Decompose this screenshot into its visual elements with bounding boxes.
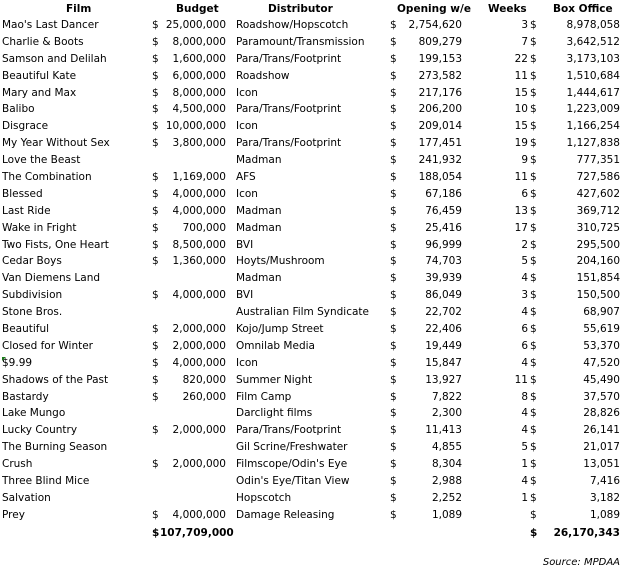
distributor-cell: Para/Trans/Footprint [236, 424, 342, 437]
box-office-sign-cell: $ [530, 171, 537, 184]
box-office-cell: 7,416 [589, 475, 620, 488]
box-office-cell: 295,500 [576, 238, 620, 251]
box-office-cell: 13,051 [583, 458, 620, 471]
budget-cell: 4,000,000 [172, 204, 226, 217]
opening-cell: 2,988 [431, 475, 462, 488]
opening-cell: 13,927 [425, 373, 462, 386]
opening-cell: 25,416 [425, 221, 462, 234]
distributor-cell: Hoyts/Mushroom [236, 255, 325, 268]
budget-cell: 3,800,000 [172, 137, 226, 150]
opening-sign-cell: $ [390, 390, 397, 403]
box-office-cell: 8,978,058 [566, 19, 620, 31]
film-cell: Balibo [2, 103, 35, 116]
weeks-cell: 11 [514, 373, 528, 386]
opening-cell: 22,702 [425, 306, 462, 319]
budget-cell: 8,000,000 [172, 86, 226, 99]
distributor-cell: Australian Film Syndicate [236, 306, 370, 319]
opening-sign-cell: $ [390, 339, 397, 352]
box-office-cell: 37,570 [583, 390, 620, 403]
budget-cell: 820,000 [182, 373, 226, 386]
weeks-cell: 17 [514, 221, 528, 234]
header-opening: Opening w/e [397, 3, 471, 15]
opening-cell: 76,459 [425, 204, 462, 217]
box-office-sign-cell: $ [530, 255, 537, 268]
distributor-cell: Darclight films [236, 407, 313, 420]
distributor-cell: Hopscotch [236, 491, 292, 504]
budget-cell: 4,000,000 [172, 187, 226, 200]
weeks-cell: 13 [514, 204, 528, 217]
box-office-sign-cell: $ [530, 390, 537, 403]
opening-sign-cell: $ [390, 356, 397, 369]
budget-sign-cell: $ [152, 204, 159, 217]
box-office-sign-cell: $ [530, 35, 537, 48]
weeks-cell: 9 [521, 154, 528, 167]
table-row [0, 439, 624, 456]
budget-cell: 1,360,000 [172, 255, 226, 268]
opening-cell: 39,939 [425, 272, 462, 285]
budget-cell: 8,000,000 [172, 35, 226, 48]
weeks-cell: 6 [521, 323, 528, 336]
weeks-cell: 6 [521, 339, 528, 352]
film-cell: The Combination [2, 171, 92, 184]
opening-sign-cell: $ [390, 441, 397, 454]
distributor-cell: BVI [236, 238, 254, 251]
table-row [0, 338, 624, 355]
box-office-cell: 53,370 [583, 339, 620, 352]
budget-sign-cell: $ [152, 86, 159, 99]
film-cell: Disgrace [2, 120, 49, 133]
film-cell: Mary and Max [2, 86, 77, 99]
opening-cell: 96,999 [425, 238, 462, 251]
opening-sign-cell: $ [390, 35, 397, 48]
weeks-cell: 1 [521, 458, 528, 471]
budget-cell: 1,600,000 [172, 52, 226, 65]
distributor-cell: Odin's Eye/Titan View [236, 475, 350, 488]
box-office-sign-cell: $ [530, 137, 537, 150]
opening-cell: 8,304 [431, 458, 462, 471]
budget-sign-cell: $ [152, 356, 159, 369]
distributor-cell: Paramount/Transmission [236, 35, 365, 48]
budget-sign-cell: $ [152, 255, 159, 268]
budget-sign-cell: $ [152, 323, 159, 336]
distributor-cell: Damage Releasing [236, 508, 335, 521]
box-office-sign-cell: $ [530, 475, 537, 488]
table-row [0, 473, 624, 490]
film-cell: The Burning Season [2, 441, 108, 454]
box-office-cell: 727,586 [576, 171, 620, 184]
opening-cell: 1,089 [431, 508, 462, 521]
box-office-cell: 1,510,684 [566, 69, 620, 82]
budget-sign-cell: $ [152, 238, 159, 251]
box-office-cell: 151,854 [576, 272, 620, 285]
box-office-sign-cell: $ [530, 373, 537, 386]
box-office-cell: 1,223,009 [566, 103, 620, 116]
distributor-cell: Roadshow/Hopscotch [236, 19, 349, 31]
budget-cell: 2,000,000 [172, 323, 226, 336]
opening-sign-cell: $ [390, 154, 397, 167]
opening-cell: 15,847 [425, 356, 462, 369]
opening-cell: 206,200 [418, 103, 462, 116]
table-row [0, 389, 624, 406]
weeks-cell: 4 [521, 356, 528, 369]
film-cell: Beautiful [2, 323, 50, 336]
budget-sign-cell: $ [152, 19, 159, 31]
box-office-cell: 310,725 [576, 221, 620, 234]
distributor-cell: BVI [236, 289, 254, 302]
film-cell: Last Ride [2, 204, 51, 217]
film-cell: Love the Beast [2, 154, 81, 167]
box-office-cell: 204,160 [576, 255, 620, 268]
distributor-cell: Para/Trans/Footprint [236, 137, 342, 150]
budget-cell: 10,000,000 [165, 120, 226, 133]
opening-sign-cell: $ [390, 137, 397, 150]
film-cell: Mao's Last Dancer [2, 19, 99, 31]
table-row [0, 304, 624, 321]
distributor-cell: Film Camp [236, 390, 292, 403]
distributor-cell: Omnilab Media [236, 339, 315, 352]
box-office-cell: 47,520 [583, 356, 620, 369]
weeks-cell: 7 [521, 35, 528, 48]
opening-sign-cell: $ [390, 475, 397, 488]
table-row [0, 372, 624, 389]
box-office-cell: 3,173,103 [566, 52, 620, 65]
box-office-sign-cell: $ [530, 407, 537, 420]
weeks-cell: 5 [521, 441, 528, 454]
table-row [0, 490, 624, 507]
weeks-cell: 3 [521, 289, 528, 302]
box-office-sign-cell: $ [530, 120, 537, 133]
distributor-cell: Icon [236, 86, 258, 99]
budget-cell: 4,500,000 [172, 103, 226, 116]
opening-cell: 217,176 [418, 86, 462, 99]
header-weeks: Weeks [488, 3, 527, 15]
table-row [0, 456, 624, 473]
film-cell: Stone Bros. [2, 306, 63, 319]
box-office-sign-cell: $ [530, 458, 537, 471]
budget-cell: 1,169,000 [172, 171, 226, 184]
table-row [0, 135, 624, 152]
budget-sign-cell: $ [152, 69, 159, 82]
box-office-sign-cell: $ [530, 221, 537, 234]
opening-cell: 241,932 [418, 154, 462, 167]
distributor-cell: Summer Night [236, 373, 313, 386]
opening-cell: 273,582 [418, 69, 462, 82]
table-row [0, 422, 624, 439]
distributor-cell: Madman [236, 221, 282, 234]
opening-sign-cell: $ [390, 373, 397, 386]
budget-cell: 700,000 [182, 221, 226, 234]
opening-sign-cell: $ [390, 272, 397, 285]
totals-row [0, 525, 624, 541]
box-office-sign-cell: $ [530, 424, 537, 437]
film-cell: Samson and Delilah [2, 52, 107, 65]
box-office-sign-cell: $ [530, 339, 537, 352]
header-distributor: Distributor [268, 3, 333, 15]
distributor-cell: Para/Trans/Footprint [236, 52, 342, 65]
budget-sign-cell: $ [152, 52, 159, 65]
film-cell: $9.99 [2, 356, 33, 369]
budget-sign-cell: $ [152, 171, 159, 184]
table-row [0, 118, 624, 135]
box-office-cell: 150,500 [576, 289, 620, 302]
film-cell: Shadows of the Past [2, 373, 109, 386]
distributor-cell: Madman [236, 204, 282, 217]
box-office-sign-cell: $ [530, 204, 537, 217]
box-office-sign-cell: $ [530, 86, 537, 99]
distributor-cell: Icon [236, 356, 258, 369]
film-cell: Lucky Country [2, 424, 78, 437]
box-office-sign-cell: $ [530, 323, 537, 336]
box-office-sign-cell: $ [530, 187, 537, 200]
box-office-cell: 55,619 [583, 323, 620, 336]
box-office-cell: 777,351 [576, 154, 620, 167]
box-office-sign-cell: $ [530, 272, 537, 285]
box-office-cell: 3,182 [589, 491, 620, 504]
opening-cell: 86,049 [425, 289, 462, 302]
opening-cell: 199,153 [418, 52, 462, 65]
box-office-cell: 427,602 [576, 187, 620, 200]
budget-cell: 4,000,000 [172, 508, 226, 521]
film-cell: Blessed [2, 187, 43, 200]
opening-sign-cell: $ [390, 255, 397, 268]
budget-sign-cell: $ [152, 35, 159, 48]
weeks-cell: 11 [514, 171, 528, 184]
weeks-cell: 15 [514, 86, 528, 99]
weeks-cell: 3 [521, 19, 528, 31]
weeks-cell: 11 [514, 69, 528, 82]
opening-cell: 22,406 [425, 323, 462, 336]
box-office-cell: 28,826 [583, 407, 620, 420]
table-row [0, 152, 624, 169]
film-cell: Bastardy [2, 390, 49, 403]
budget-cell: 4,000,000 [172, 289, 226, 302]
film-table [0, 17, 624, 524]
weeks-cell: 10 [514, 103, 528, 116]
film-cell: Subdivision [2, 289, 63, 302]
distributor-cell: Madman [236, 154, 282, 167]
film-cell: Prey [2, 508, 25, 521]
opening-cell: 2,754,620 [408, 19, 462, 31]
opening-sign-cell: $ [390, 120, 397, 133]
table-row [0, 507, 624, 524]
budget-cell: 2,000,000 [172, 424, 226, 437]
opening-sign-cell: $ [390, 238, 397, 251]
weeks-cell: 4 [521, 475, 528, 488]
film-cell: Van Diemens Land [2, 272, 101, 285]
totals-budget: 107,709,000 [160, 527, 234, 539]
budget-cell: 2,000,000 [172, 458, 226, 471]
budget-sign-cell: $ [152, 221, 159, 234]
box-office-cell: 1,444,617 [566, 86, 620, 99]
table-row [0, 34, 624, 51]
distributor-cell: Kojo/Jump Street [236, 323, 324, 336]
table-row [0, 355, 624, 372]
budget-cell: 2,000,000 [172, 339, 226, 352]
film-cell: My Year Without Sex [2, 137, 110, 150]
box-office-cell: 21,017 [583, 441, 620, 454]
weeks-cell: 1 [521, 491, 528, 504]
box-office-cell: 26,141 [583, 424, 620, 437]
weeks-cell: 8 [521, 390, 528, 403]
opening-cell: 2,252 [431, 491, 462, 504]
distributor-cell: Madman [236, 272, 282, 285]
opening-cell: 74,703 [425, 255, 462, 268]
cell-note-marker [2, 357, 6, 361]
opening-sign-cell: $ [390, 52, 397, 65]
weeks-cell: 4 [521, 306, 528, 319]
film-cell: Beautiful Kate [2, 69, 77, 82]
opening-sign-cell: $ [390, 458, 397, 471]
table-row [0, 405, 624, 422]
table-row [0, 253, 624, 270]
budget-sign-cell: $ [152, 137, 159, 150]
film-cell: Three Blind Mice [2, 475, 90, 488]
opening-cell: 7,822 [431, 390, 462, 403]
opening-sign-cell: $ [390, 221, 397, 234]
weeks-cell: 4 [521, 407, 528, 420]
opening-sign-cell: $ [390, 204, 397, 217]
film-cell: Salvation [2, 491, 51, 504]
budget-cell: 8,500,000 [172, 238, 226, 251]
table-row [0, 270, 624, 287]
weeks-cell: 19 [514, 137, 528, 150]
budget-sign-cell: $ [152, 458, 159, 471]
box-office-sign-cell: $ [530, 154, 537, 167]
box-office-sign-cell: $ [530, 19, 537, 31]
opening-cell: 11,413 [425, 424, 462, 437]
weeks-cell: 5 [521, 255, 528, 268]
box-office-sign-cell: $ [530, 356, 537, 369]
budget-sign-cell: $ [152, 187, 159, 200]
opening-sign-cell: $ [390, 491, 397, 504]
totals-box-office-sign: $ [530, 527, 538, 539]
totals-budget-sign: $ [152, 527, 160, 539]
distributor-cell: Icon [236, 187, 258, 200]
distributor-cell: Roadshow [236, 69, 290, 82]
opening-cell: 188,054 [418, 171, 462, 184]
box-office-cell: 45,490 [583, 373, 620, 386]
weeks-cell: 6 [521, 187, 528, 200]
budget-sign-cell: $ [152, 390, 159, 403]
box-office-sign-cell: $ [530, 306, 537, 319]
budget-sign-cell: $ [152, 120, 159, 133]
film-cell: Wake in Fright [2, 221, 77, 234]
box-office-cell: 1,089 [589, 508, 620, 521]
header-film: Film [66, 3, 92, 15]
opening-cell: 67,186 [425, 187, 462, 200]
opening-sign-cell: $ [390, 323, 397, 336]
box-office-cell: 3,642,512 [566, 35, 620, 48]
opening-sign-cell: $ [390, 306, 397, 319]
table-row [0, 203, 624, 220]
box-office-sign-cell: $ [530, 289, 537, 302]
budget-cell: 4,000,000 [172, 356, 226, 369]
weeks-cell: 15 [514, 120, 528, 133]
opening-sign-cell: $ [390, 103, 397, 116]
budget-sign-cell: $ [152, 508, 159, 521]
box-office-sign-cell: $ [530, 491, 537, 504]
table-row [0, 237, 624, 254]
budget-cell: 6,000,000 [172, 69, 226, 82]
header-box-office: Box Office [553, 3, 613, 15]
opening-sign-cell: $ [390, 171, 397, 184]
film-cell: Closed for Winter [2, 339, 93, 352]
opening-sign-cell: $ [390, 424, 397, 437]
weeks-cell: 2 [521, 238, 528, 251]
table-row [0, 169, 624, 186]
opening-sign-cell: $ [390, 407, 397, 420]
table-row [0, 17, 624, 34]
budget-cell: 260,000 [182, 390, 226, 403]
budget-cell: 25,000,000 [165, 19, 226, 31]
box-office-sign-cell: $ [530, 508, 537, 521]
distributor-cell: Gil Scrine/Freshwater [236, 441, 348, 454]
film-cell: Charlie & Boots [2, 35, 84, 48]
table-row [0, 220, 624, 237]
film-cell: Crush [2, 458, 33, 471]
opening-cell: 177,451 [418, 137, 462, 150]
weeks-cell: 4 [521, 272, 528, 285]
opening-cell: 4,855 [431, 441, 462, 454]
box-office-sign-cell: $ [530, 52, 537, 65]
film-cell: Cedar Boys [2, 255, 62, 268]
opening-sign-cell: $ [390, 69, 397, 82]
film-cell: Lake Mungo [2, 407, 66, 420]
table-row [0, 321, 624, 338]
budget-sign-cell: $ [152, 424, 159, 437]
table-row [0, 85, 624, 102]
box-office-cell: 1,127,838 [566, 137, 620, 150]
opening-cell: 19,449 [425, 339, 462, 352]
box-office-cell: 369,712 [576, 204, 620, 217]
opening-cell: 809,279 [418, 35, 462, 48]
source-note: Source: MPDAA [542, 557, 620, 568]
table-row [0, 186, 624, 203]
distributor-cell: Icon [236, 120, 258, 133]
table-row [0, 287, 624, 304]
box-office-sign-cell: $ [530, 103, 537, 116]
budget-sign-cell: $ [152, 289, 159, 302]
box-office-sign-cell: $ [530, 441, 537, 454]
box-office-sign-cell: $ [530, 69, 537, 82]
opening-sign-cell: $ [390, 508, 397, 521]
box-office-cell: 68,907 [583, 306, 620, 319]
distributor-cell: AFS [236, 171, 256, 184]
opening-sign-cell: $ [390, 86, 397, 99]
weeks-cell: 4 [521, 424, 528, 437]
budget-sign-cell: $ [152, 339, 159, 352]
budget-sign-cell: $ [152, 373, 159, 386]
table-row [0, 51, 624, 68]
distributor-cell: Filmscope/Odin's Eye [236, 458, 348, 471]
table-row [0, 101, 624, 118]
table-row [0, 68, 624, 85]
box-office-sign-cell: $ [530, 238, 537, 251]
distributor-cell: Para/Trans/Footprint [236, 103, 342, 116]
budget-sign-cell: $ [152, 103, 159, 116]
totals-box-office: 26,170,343 [553, 527, 620, 539]
opening-sign-cell: $ [390, 19, 397, 31]
film-cell: Two Fists, One Heart [2, 238, 109, 251]
opening-sign-cell: $ [390, 187, 397, 200]
weeks-cell: 22 [514, 52, 528, 65]
box-office-cell: 1,166,254 [566, 120, 620, 133]
opening-cell: 209,014 [418, 120, 462, 133]
header-budget: Budget [176, 3, 219, 15]
opening-cell: 2,300 [431, 407, 462, 420]
opening-sign-cell: $ [390, 289, 397, 302]
